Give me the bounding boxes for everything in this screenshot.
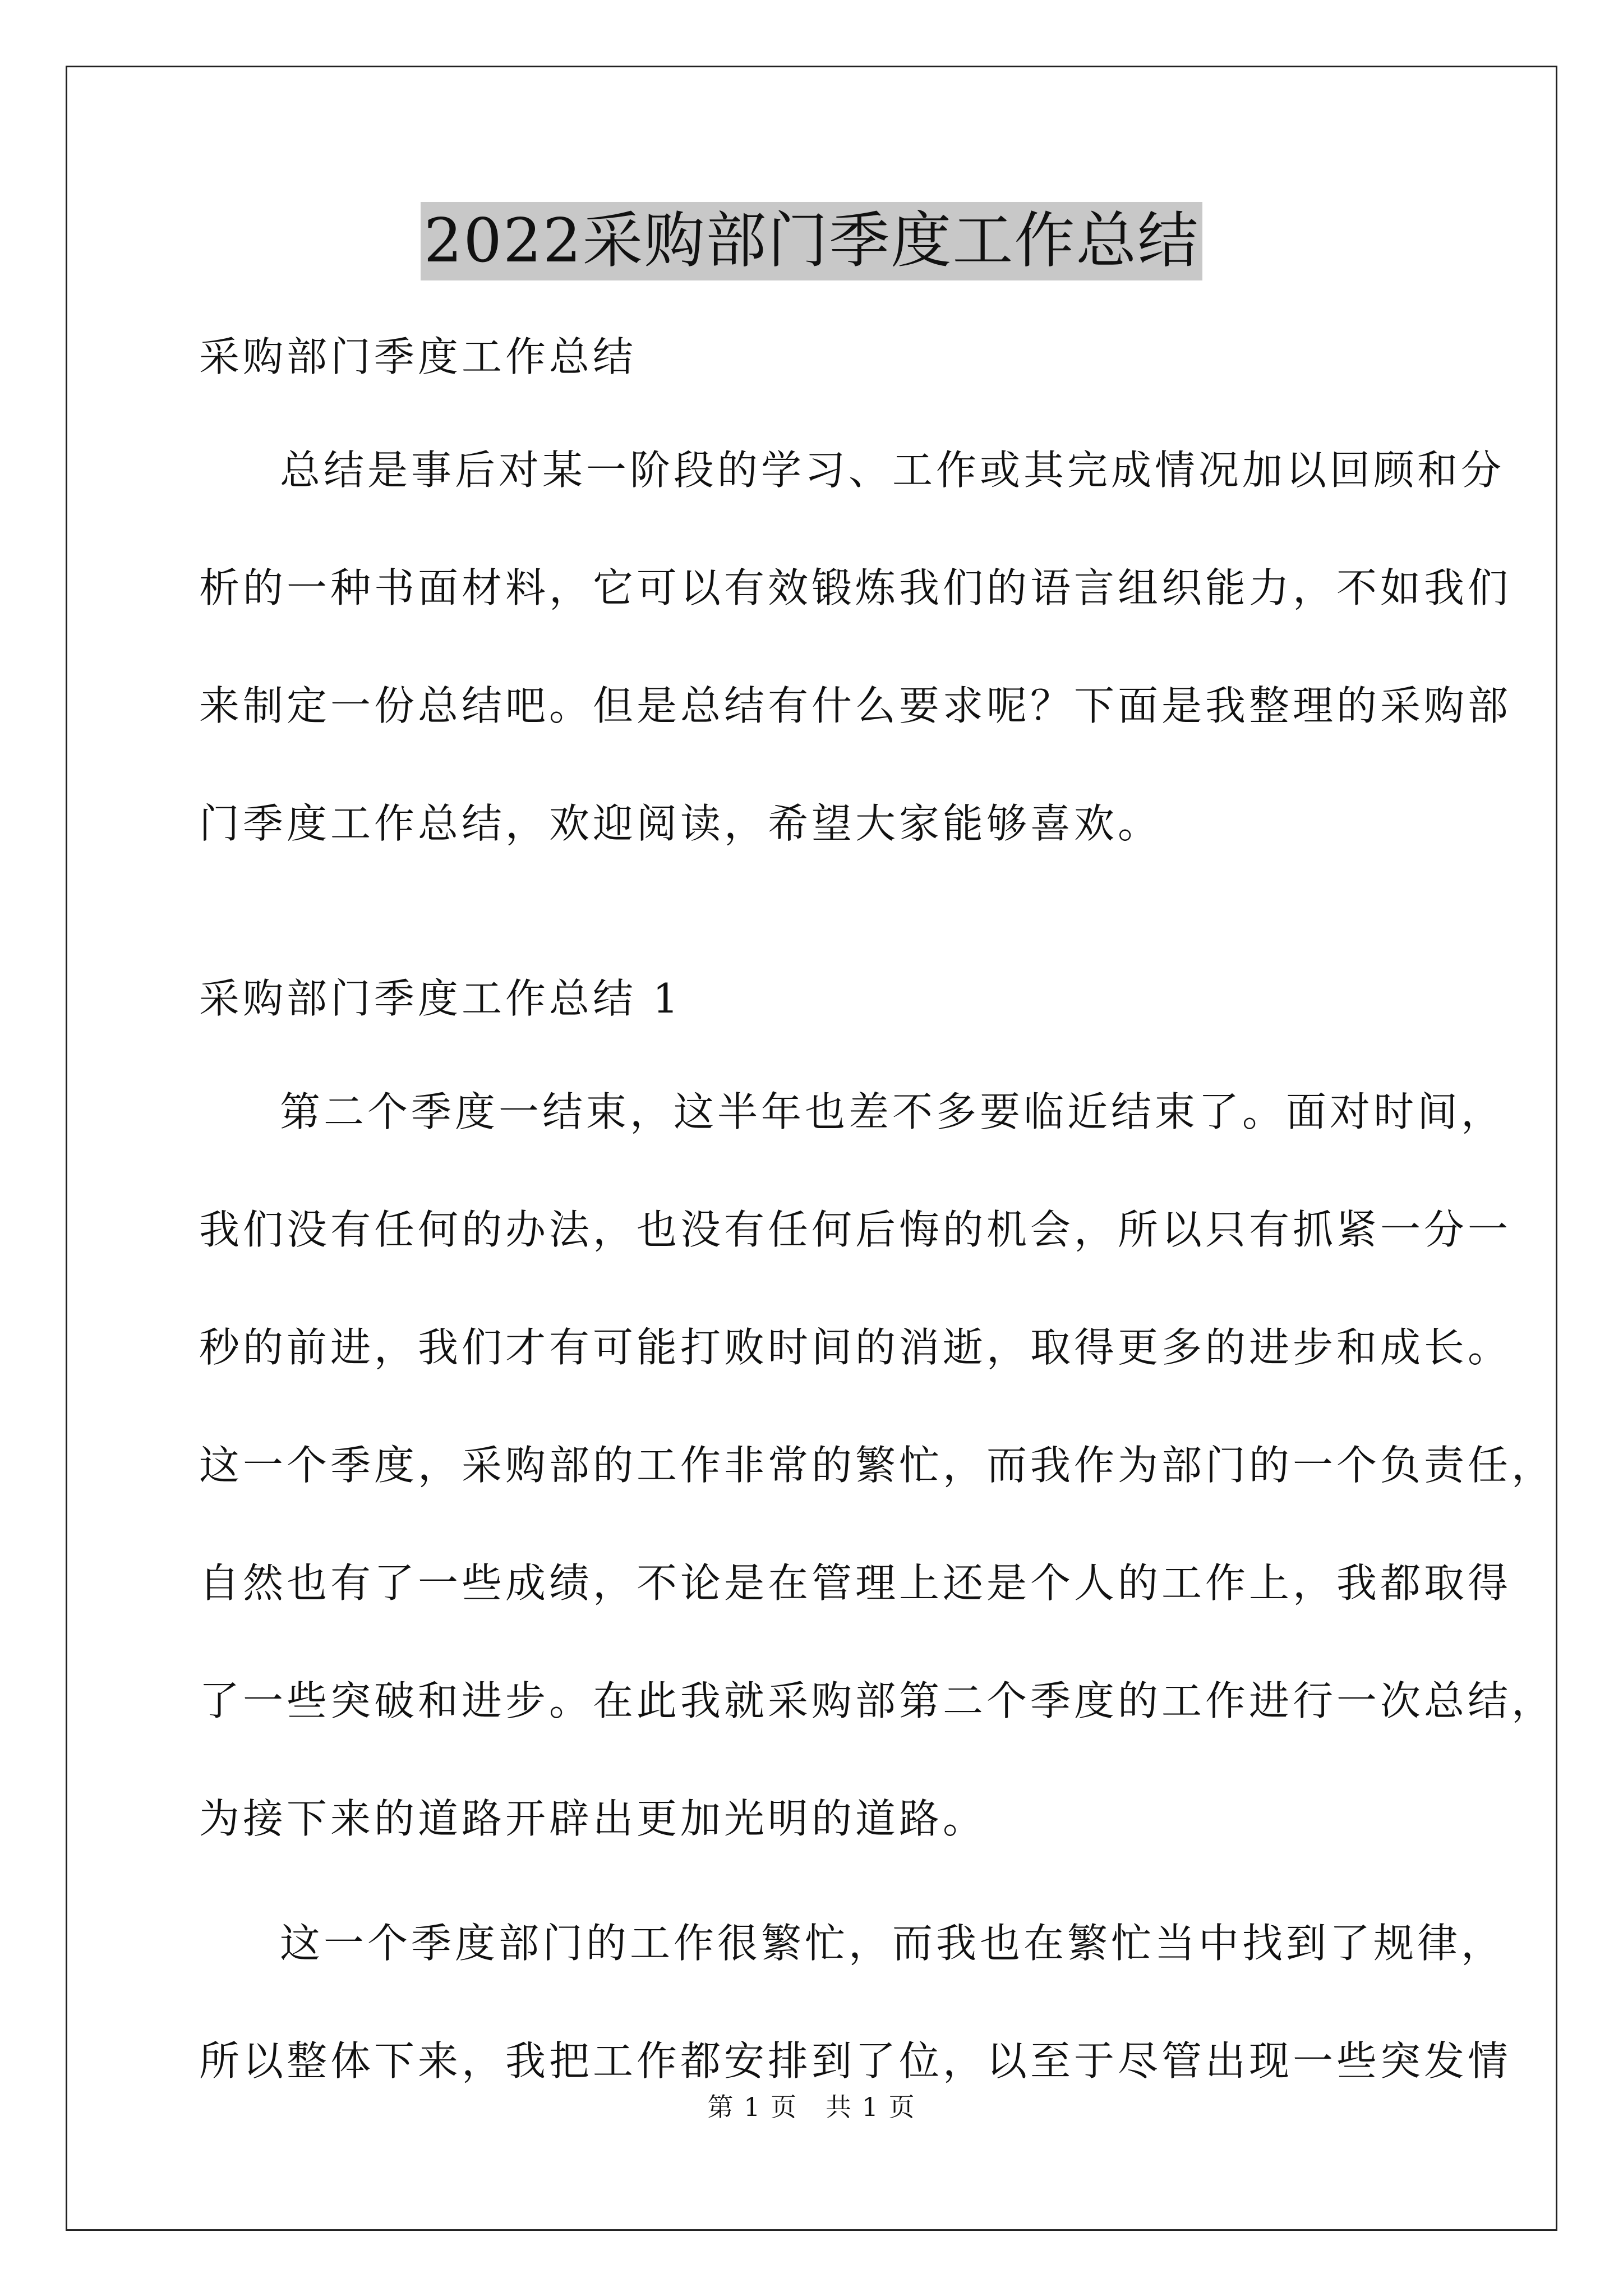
paragraph-line: 我们没有任何的办法，也没有任何后悔的机会，所以只有抓紧一分一: [199, 1206, 1512, 1253]
paragraph-line: 这一个季度部门的工作很繁忙，而我也在繁忙当中找到了规律，: [280, 1920, 1505, 1967]
paragraph-line: 自然也有了一些成绩，不论是在管理上还是个人的工作上，我都取得: [199, 1559, 1512, 1607]
title-container: [0, 202, 1623, 280]
paragraph-line: 了一些突破和进步。在此我就采购部第二个季度的工作进行一次总结，: [199, 1677, 1556, 1724]
document-body: [199, 333, 1556, 2159]
page-footer: [0, 2091, 1623, 2123]
intro-paragraph: [199, 447, 1512, 847]
paragraph-line: 这一个季度，采购部的工作非常的繁忙，而我作为部门的一个负责任，: [199, 1442, 1556, 1489]
section1-paragraph-1: [199, 1088, 1556, 1842]
paragraph-line: 为接下来的道路开辟出更加光明的道路。: [199, 1795, 987, 1842]
page-total: 共 1 页: [826, 2092, 916, 2122]
paragraph-line: 所以整体下来，我把工作都安排到了位，以至于尽管出现一些突发情: [199, 2037, 1512, 2085]
paragraph-line: 第二个季度一结束，这半年也差不多要临近结束了。面对时间，: [280, 1088, 1505, 1135]
document-title: 2022采购部门季度工作总结: [421, 202, 1203, 280]
paragraph-line: 秒的前进，我们才有可能打败时间的消逝，取得更多的进步和成长。: [199, 1324, 1512, 1371]
paragraph-line: 析的一种书面材料，它可以有效锻炼我们的语言组织能力，不如我们: [199, 564, 1512, 611]
section1-paragraph-2: [199, 1920, 1512, 2085]
paragraph-line: 来制定一份总结吧。但是总结有什么要求呢？下面是我整理的采购部: [199, 682, 1512, 729]
paragraph-line: 门季度工作总结，欢迎阅读，希望大家能够喜欢。: [199, 800, 1162, 847]
paragraph-line: 总结是事后对某一阶段的学习、工作或其完成情况加以回顾和分: [280, 447, 1505, 494]
page-number: 第 1 页: [707, 2092, 797, 2122]
section-heading: 采购部门季度工作总结 1: [199, 975, 682, 1022]
document-subtitle: 采购部门季度工作总结: [199, 333, 637, 380]
